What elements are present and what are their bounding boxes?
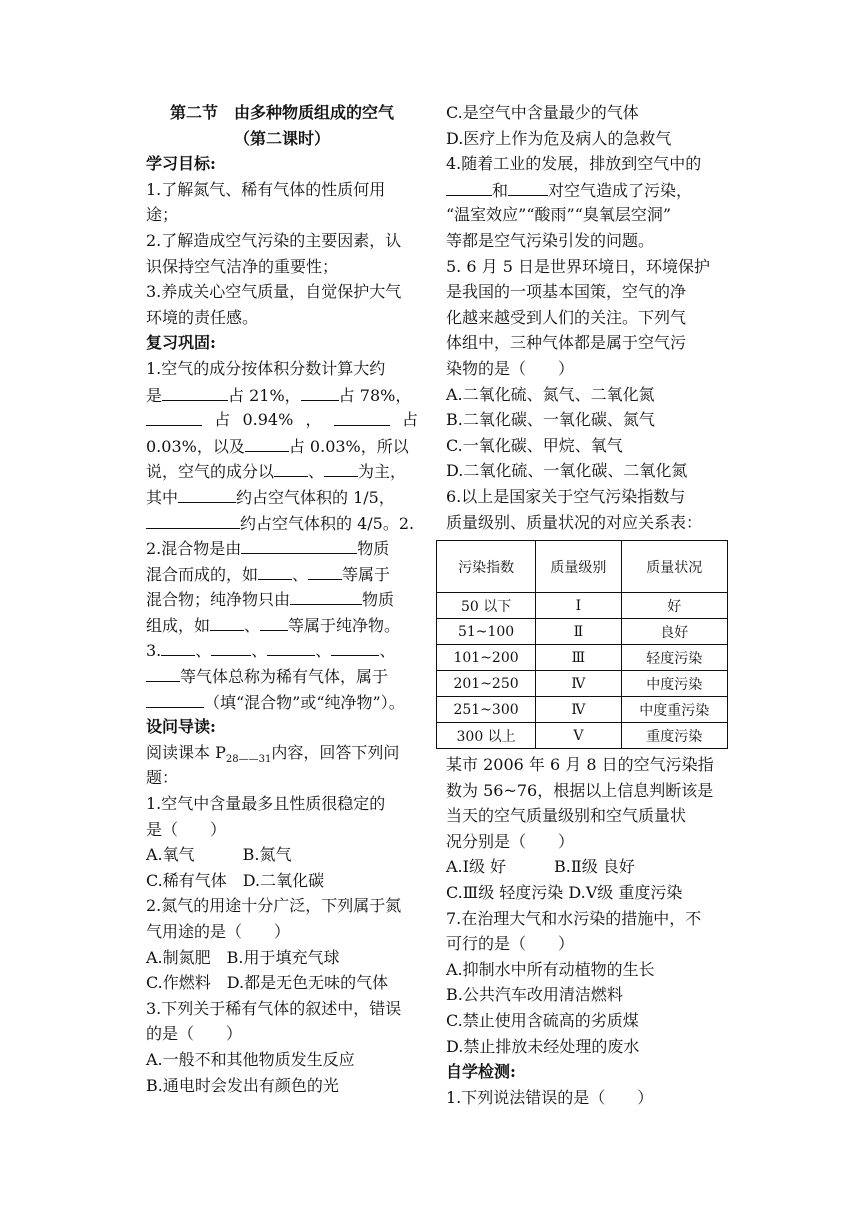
table-cell: Ⅳ <box>536 671 621 697</box>
objective-line: 环境的责任感。 <box>146 307 259 327</box>
question-line: C.是空气中含量最少的气体 <box>446 103 639 122</box>
text-fragment: 和 <box>492 180 509 200</box>
fill-blank <box>146 689 204 708</box>
objective-line: 1.了解氮气、稀有气体的性质何用 <box>146 179 386 199</box>
table-cell: 中度污染 <box>621 671 727 697</box>
text-fragment: 对空气造成了污染， <box>548 180 693 200</box>
fill-blank <box>245 433 289 452</box>
table-cell: 251~300 <box>437 697 536 723</box>
fill-blank <box>260 612 288 631</box>
q5-line: 化越来越受到人们的关注。下列气 <box>446 307 687 327</box>
question-line: 2.氮气的用途十分广泛，下列属于氮 <box>146 896 402 916</box>
fill-blank <box>274 458 308 477</box>
text-fragment: 等属于纯净物。 <box>288 615 401 635</box>
page-range-subscript: 28——31 <box>225 754 272 766</box>
q4-line <box>446 177 718 203</box>
table-cell: 201~250 <box>437 671 536 697</box>
fill-blank <box>146 663 180 682</box>
q5-line: 是我国的一项基本国策，空气的净 <box>446 282 687 302</box>
text-fragment: 其中 <box>146 487 179 507</box>
text-fragment: 占 78%， <box>338 385 412 405</box>
text-fragment: 组成，如 <box>146 615 211 635</box>
fill-blank <box>308 561 342 580</box>
review-q3-line <box>146 689 418 715</box>
fill-blank <box>241 535 357 554</box>
self-test-heading: 自学检测: <box>446 1062 516 1082</box>
q6-line: 当天的空气质量级别和空气质量状 <box>446 806 687 826</box>
table-row <box>437 593 728 619</box>
fill-blank <box>331 637 379 656</box>
fill-blank <box>146 407 202 426</box>
table-cell: Ⅱ <box>536 619 621 645</box>
table-cell: 101~200 <box>437 645 536 671</box>
q4-line: 等都是空气污染引发的问题。 <box>446 230 655 250</box>
left-column <box>146 100 418 1098</box>
text-fragment: 0.94% <box>242 410 294 430</box>
q7-line: B.公共汽车改用清洁燃料 <box>446 985 623 1005</box>
table-cell: 50 以下 <box>437 593 536 619</box>
table-cell: Ⅲ <box>536 645 621 671</box>
table-cell: 51~100 <box>437 619 536 645</box>
q7-line: 7.在治理大气和水污染的措施中，不 <box>446 908 702 928</box>
table-row <box>437 619 728 645</box>
table-header-row <box>437 541 728 593</box>
fill-blank <box>146 510 240 529</box>
q4-line: 4.随着工业的发展，排放到空气中的 <box>446 154 702 174</box>
text-fragment: 等气体总称为稀有气体，属于 <box>180 667 389 687</box>
text-fragment: 、 <box>315 641 332 661</box>
text-fragment: 、 <box>308 462 325 482</box>
table-row <box>437 697 728 723</box>
fill-blank <box>324 458 358 477</box>
fill-blank <box>301 382 339 401</box>
q6-line: C.Ⅲ级 轻度污染 D.Ⅴ级 重度污染 <box>446 882 683 902</box>
text-fragment: 占 21%， <box>228 385 301 405</box>
table-cell: 300 以上 <box>437 723 536 749</box>
table-cell: 重度污染 <box>621 723 727 749</box>
page-subtitle: （第二课时） <box>233 128 330 148</box>
text-fragment: （填“混合物”或“纯净物”）。 <box>204 692 405 712</box>
fill-blank <box>178 484 236 503</box>
question-line: A.制氮肥 B.用于填充气球 <box>146 947 340 967</box>
question-line: 的是（ ） <box>146 1024 243 1044</box>
question-line: A.氧气 B.氮气 <box>146 845 292 865</box>
q5-line: D.二氧化硫、一氧化碳、二氧化氮 <box>446 461 688 481</box>
table-cell: 良好 <box>621 619 727 645</box>
right-column <box>446 100 718 535</box>
review-q2-line <box>146 586 418 612</box>
q6-line: 质量级别、质量状况的对应关系表： <box>446 512 703 532</box>
self-test-line: 1.下列说法错误的是（ ） <box>446 1087 654 1107</box>
text-fragment: 等属于 <box>342 564 391 584</box>
table-cell: 好 <box>621 593 727 619</box>
table-cell: Ⅴ <box>536 723 621 749</box>
question-line: 气用途的是（ ） <box>146 922 291 941</box>
review-q1-line <box>146 510 418 536</box>
fill-blank <box>210 612 244 631</box>
fill-blank <box>267 637 315 656</box>
review-q1-line <box>146 433 418 459</box>
q6-line: 况分别是（ ） <box>446 831 575 851</box>
table-header-cell: 质量状况 <box>621 541 727 593</box>
text-fragment: 2.混合物是由 <box>146 539 242 559</box>
guide-heading: 设问导读: <box>146 717 216 737</box>
review-q3-line <box>146 663 418 689</box>
q7-line: A.抑制水中所有动植物的生长 <box>446 959 655 979</box>
text-fragment: 约占空气体积的 4/5。2. <box>240 513 415 533</box>
objectives-heading: 学习目标: <box>146 154 216 174</box>
review-q1-line <box>146 484 418 510</box>
q5-line: 体组中，三种气体都是属于空气污 <box>446 333 687 353</box>
question-line: D.医疗上作为危及病人的急救气 <box>446 128 672 148</box>
text-fragment: 物质 <box>362 590 395 610</box>
fill-blank <box>162 382 228 401</box>
fill-blank <box>290 586 362 605</box>
review-heading: 复习巩固: <box>146 333 216 353</box>
text-fragment: 约占空气体积的 1/5， <box>236 487 395 507</box>
text-fragment: 占 0.03%，所以 <box>288 436 409 456</box>
fill-blank <box>334 407 390 426</box>
table-row <box>437 723 728 749</box>
q6-line: 数为 56~76，根据以上信息判断该是 <box>446 780 714 800</box>
objective-line: 识保持空气洁净的重要性； <box>146 256 339 276</box>
text-fragment: 占 <box>214 410 231 430</box>
fill-blank <box>446 177 492 196</box>
objective-line: 3.养成关心空气质量，自觉保护大气 <box>146 282 402 302</box>
text-fragment: 、 <box>251 641 268 661</box>
q7-line: D.禁止排放未经处理的废水 <box>446 1036 640 1056</box>
question-line: 是（ ） <box>146 819 227 839</box>
text-fragment: 混合而成的，如 <box>146 564 259 584</box>
text-fragment: 3. <box>146 641 162 661</box>
q6-line: 6.以上是国家关于空气污染指数与 <box>446 486 686 506</box>
table-header-cell: 质量级别 <box>536 541 621 593</box>
question-line: B.通电时会发出有颜色的光 <box>146 1075 339 1095</box>
text-fragment: 阅读课本 P <box>146 742 226 762</box>
table-header-cell: 污染指数 <box>437 541 536 593</box>
objective-line: 途； <box>146 205 179 225</box>
review-q1-line <box>146 458 418 484</box>
review-q2-line <box>146 612 418 638</box>
text-fragment: 0.03%，以及 <box>146 436 245 456</box>
fill-blank <box>211 637 251 656</box>
review-q1-line <box>146 407 418 433</box>
page-title: 第二节 由多种物质组成的空气 <box>169 103 394 122</box>
question-line: 1.空气中含量最多且性质很稳定的 <box>146 794 386 814</box>
q5-line: 染物的是（ ） <box>446 358 575 378</box>
q5-line: 5. 6 月 5 日是世界环境日，环境保护 <box>446 256 710 276</box>
text-fragment: 、 <box>292 564 309 584</box>
guide-intro-line <box>146 740 418 766</box>
q7-line: C.禁止使用含硫高的劣质煤 <box>446 1010 639 1030</box>
table-row <box>437 671 728 697</box>
table-cell: 轻度污染 <box>621 645 727 671</box>
fill-blank <box>161 637 195 656</box>
review-q3-line <box>146 637 418 663</box>
review-q1-line <box>146 382 418 408</box>
fill-blank <box>258 561 292 580</box>
review-q1-line: 1.空气的成分按体积分数计算大约 <box>146 358 386 378</box>
q7-line: 可行的是（ ） <box>446 934 575 954</box>
right-column-lower <box>446 752 718 1110</box>
question-line: 3.下列关于稀有气体的叙述中，错误 <box>146 998 402 1018</box>
q6-line: 某市 2006 年 6 月 8 日的空气污染指 <box>446 755 714 774</box>
text-fragment: 、 <box>244 615 261 635</box>
guide-intro-line: 题： <box>146 768 179 788</box>
text-fragment: 是 <box>146 385 163 405</box>
text-fragment: 为主， <box>358 462 407 482</box>
table-cell: Ⅰ <box>536 593 621 619</box>
table-cell: Ⅳ <box>536 697 621 723</box>
question-line: A.一般不和其他物质发生反应 <box>146 1049 355 1069</box>
text-fragment: 说，空气的成分以 <box>146 462 275 482</box>
text-fragment: 、 <box>379 641 396 661</box>
q5-line: B.二氧化碳、一氧化碳、氮气 <box>446 410 655 430</box>
objective-line: 2.了解造成空气污染的主要因素，认 <box>146 230 402 250</box>
text-fragment: 占 <box>401 410 418 430</box>
text-fragment: 混合物；纯净物只由 <box>146 590 291 610</box>
question-line: C.稀有气体 D.二氧化碳 <box>146 870 325 890</box>
q5-line: C.一氧化碳、甲烷、氧气 <box>446 435 623 455</box>
fill-blank <box>508 177 548 196</box>
review-q2-line <box>146 561 418 587</box>
q6-line: A.Ⅰ级 好 B.Ⅱ级 良好 <box>446 857 635 877</box>
question-line: C.作燃料 D.都是无色无味的气体 <box>146 973 389 993</box>
q5-line: A.二氧化硫、氮气、二氧化氮 <box>446 384 655 404</box>
text-fragment: ， <box>305 410 322 430</box>
air-quality-table <box>436 540 728 749</box>
text-fragment: 、 <box>195 641 212 661</box>
text-fragment: 内容，回答下列问 <box>271 742 400 762</box>
review-q2-line <box>146 535 418 561</box>
q4-line: “温室效应”“酸雨”“臭氧层空洞” <box>446 205 672 225</box>
text-fragment: 物质 <box>357 539 390 559</box>
table-cell: 中度重污染 <box>621 697 727 723</box>
table-row <box>437 645 728 671</box>
